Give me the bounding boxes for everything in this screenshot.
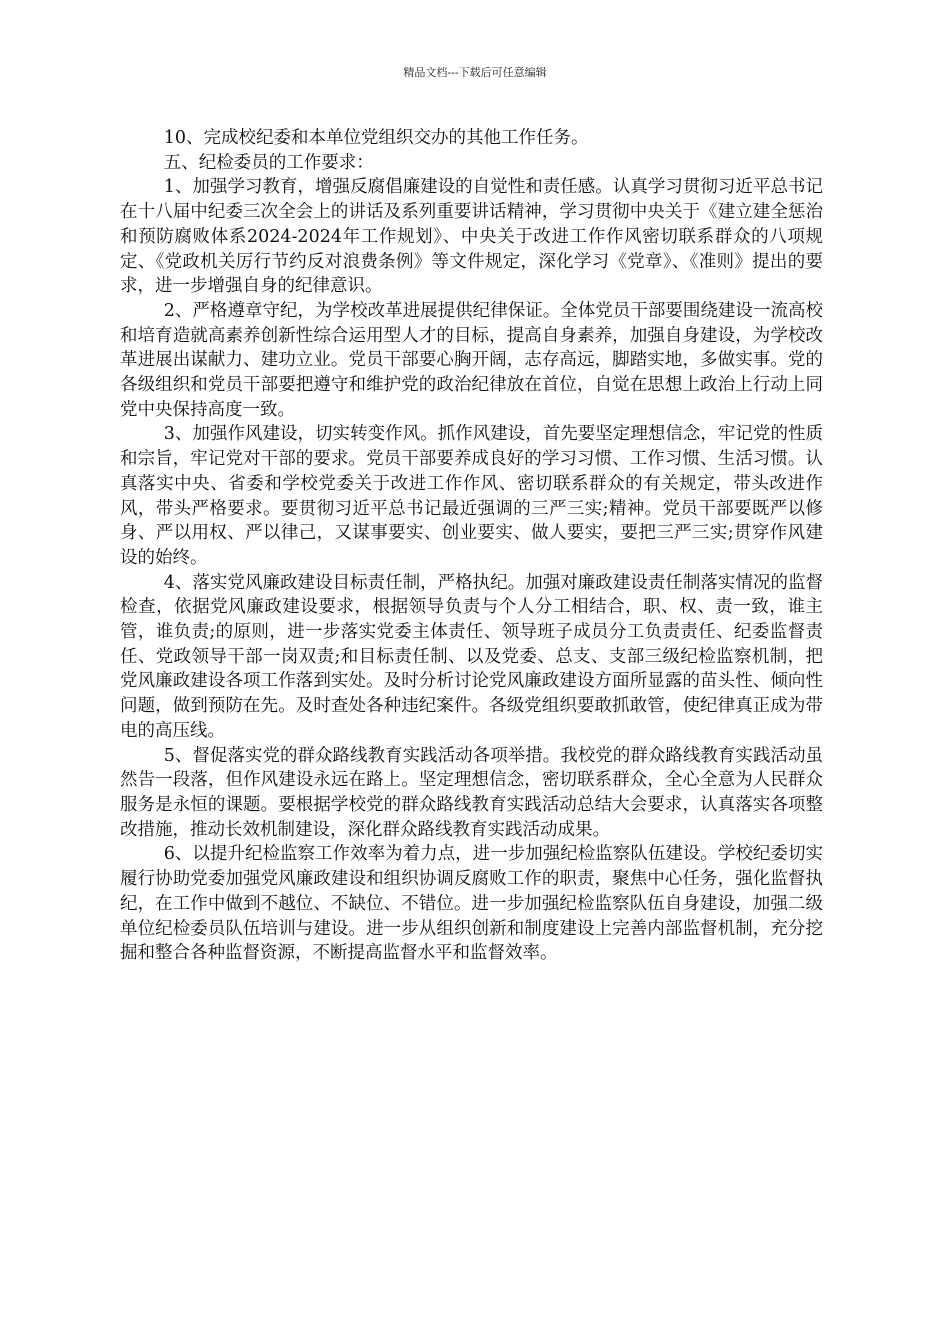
- page-header: 精品文档---下载后可任意编辑: [403, 66, 547, 79]
- paragraph-requirement-2: 2、严格遵章守纪，为学校改革进展提供纪律保证。全体党员干部要围绕建设一流高校和培育造就高素养创新性综合运用型人才的目标，提高自身素养，加强自身建设，为学校改革进展出谋献力、建功立业。党员干部要心胸开阔，志存高远，脚踏实地，多做实事。党的各级组织和党员干部要把遵守和维护党的政治纪律放在首位，自觉在思想上政治上行动上同党中央保持高度一致。: [120, 300, 823, 420]
- paragraph-requirement-6: 6、以提升纪检监察工作效率为着力点，进一步加强纪检监察队伍建设。学校纪委切实履行协助党委加强党风廉政建设和组织协调反腐败工作的职责，聚焦中心任务，强化监督执纪，在工作中做到不越位、不缺位、不错位。进一步加强纪检监察队伍自身建设，加强二级单位纪检委员队伍培训与建设。进一步从组织创新和制度建设上完善内部监督机制，充分挖掘和整合各种监督资源，不断提高监督水平和监督效率。: [120, 844, 823, 964]
- paragraph-requirement-1: 1、加强学习教育，增强反腐倡廉建设的自觉性和责任感。认真学习贯彻习近平总书记在十八届中纪委三次全会上的讲话及系列重要讲话精神，学习贯彻中央关于《建立建全惩治和预防腐败体系2024-2024年工作规划》、中央关于改进工作作风密切联系群众的八项规定、《党政机关厉行节约反对浪费条例》等文件规定，深化学习《党章》、《准则》提出的要求，进一步增强自身的纪律意识。: [120, 177, 823, 297]
- paragraph-requirement-3: 3、加强作风建设，切实转变作风。抓作风建设，首先要坚定理想信念，牢记党的性质和宗旨，牢记党对干部的要求。党员干部要养成良好的学习习惯、工作习惯、生活习惯。认真落实中央、省委和学校党委关于改进工作作风、密切联系群众的有关规定，带头改进作风，带头严格要求。要贯彻习近平总书记最近强调的三严三实;精神。党员干部要既严以修身、严以用权、严以律己，又谋事要实、创业要实、做人要实，要把三严三实;贯穿作风建设的始终。: [120, 424, 823, 568]
- paragraph-item-10: 10、完成校纪委和本单位党组织交办的其他工作任务。: [163, 128, 589, 148]
- paragraph-requirement-4: 4、落实党风廉政建设目标责任制，严格执纪。加强对廉政建设责任制落实情况的监督检查，依据党风廉政建设要求，根据领导负责与个人分工相结合，职、权、责一致，谁主管，谁负责;的原则，进一步落实党委主体责任、领导班子成员分工负责责任、纪委监督责任、党政领导干部一岗双责;和目标责任制、以及党委、总支、支部三级纪检监察机制，把党风廉政建设各项工作落到实处。及时分析讨论党风廉政建设方面所显露的苗头性、倾向性问题，做到预防在先。及时查处各种违纪案件。各级党组织要敢抓敢管，使纪律真正成为带电的高压线。: [120, 572, 823, 741]
- section-heading-requirements: 五、纪检委员的工作要求：: [163, 152, 374, 173]
- paragraph-requirement-5: 5、督促落实党的群众路线教育实践活动各项举措。我校党的群众路线教育实践活动虽然告一段落，但作风建设永远在路上。坚定理想信念，密切联系群众，全心全意为人民群众服务是永恒的课题。要根据学校党的群众路线教育实践活动总结大会要求，认真落实各项整改措施，推动长效机制建设，深化群众路线教育实践活动成果。: [120, 745, 823, 840]
- document-body: [120, 126, 823, 966]
